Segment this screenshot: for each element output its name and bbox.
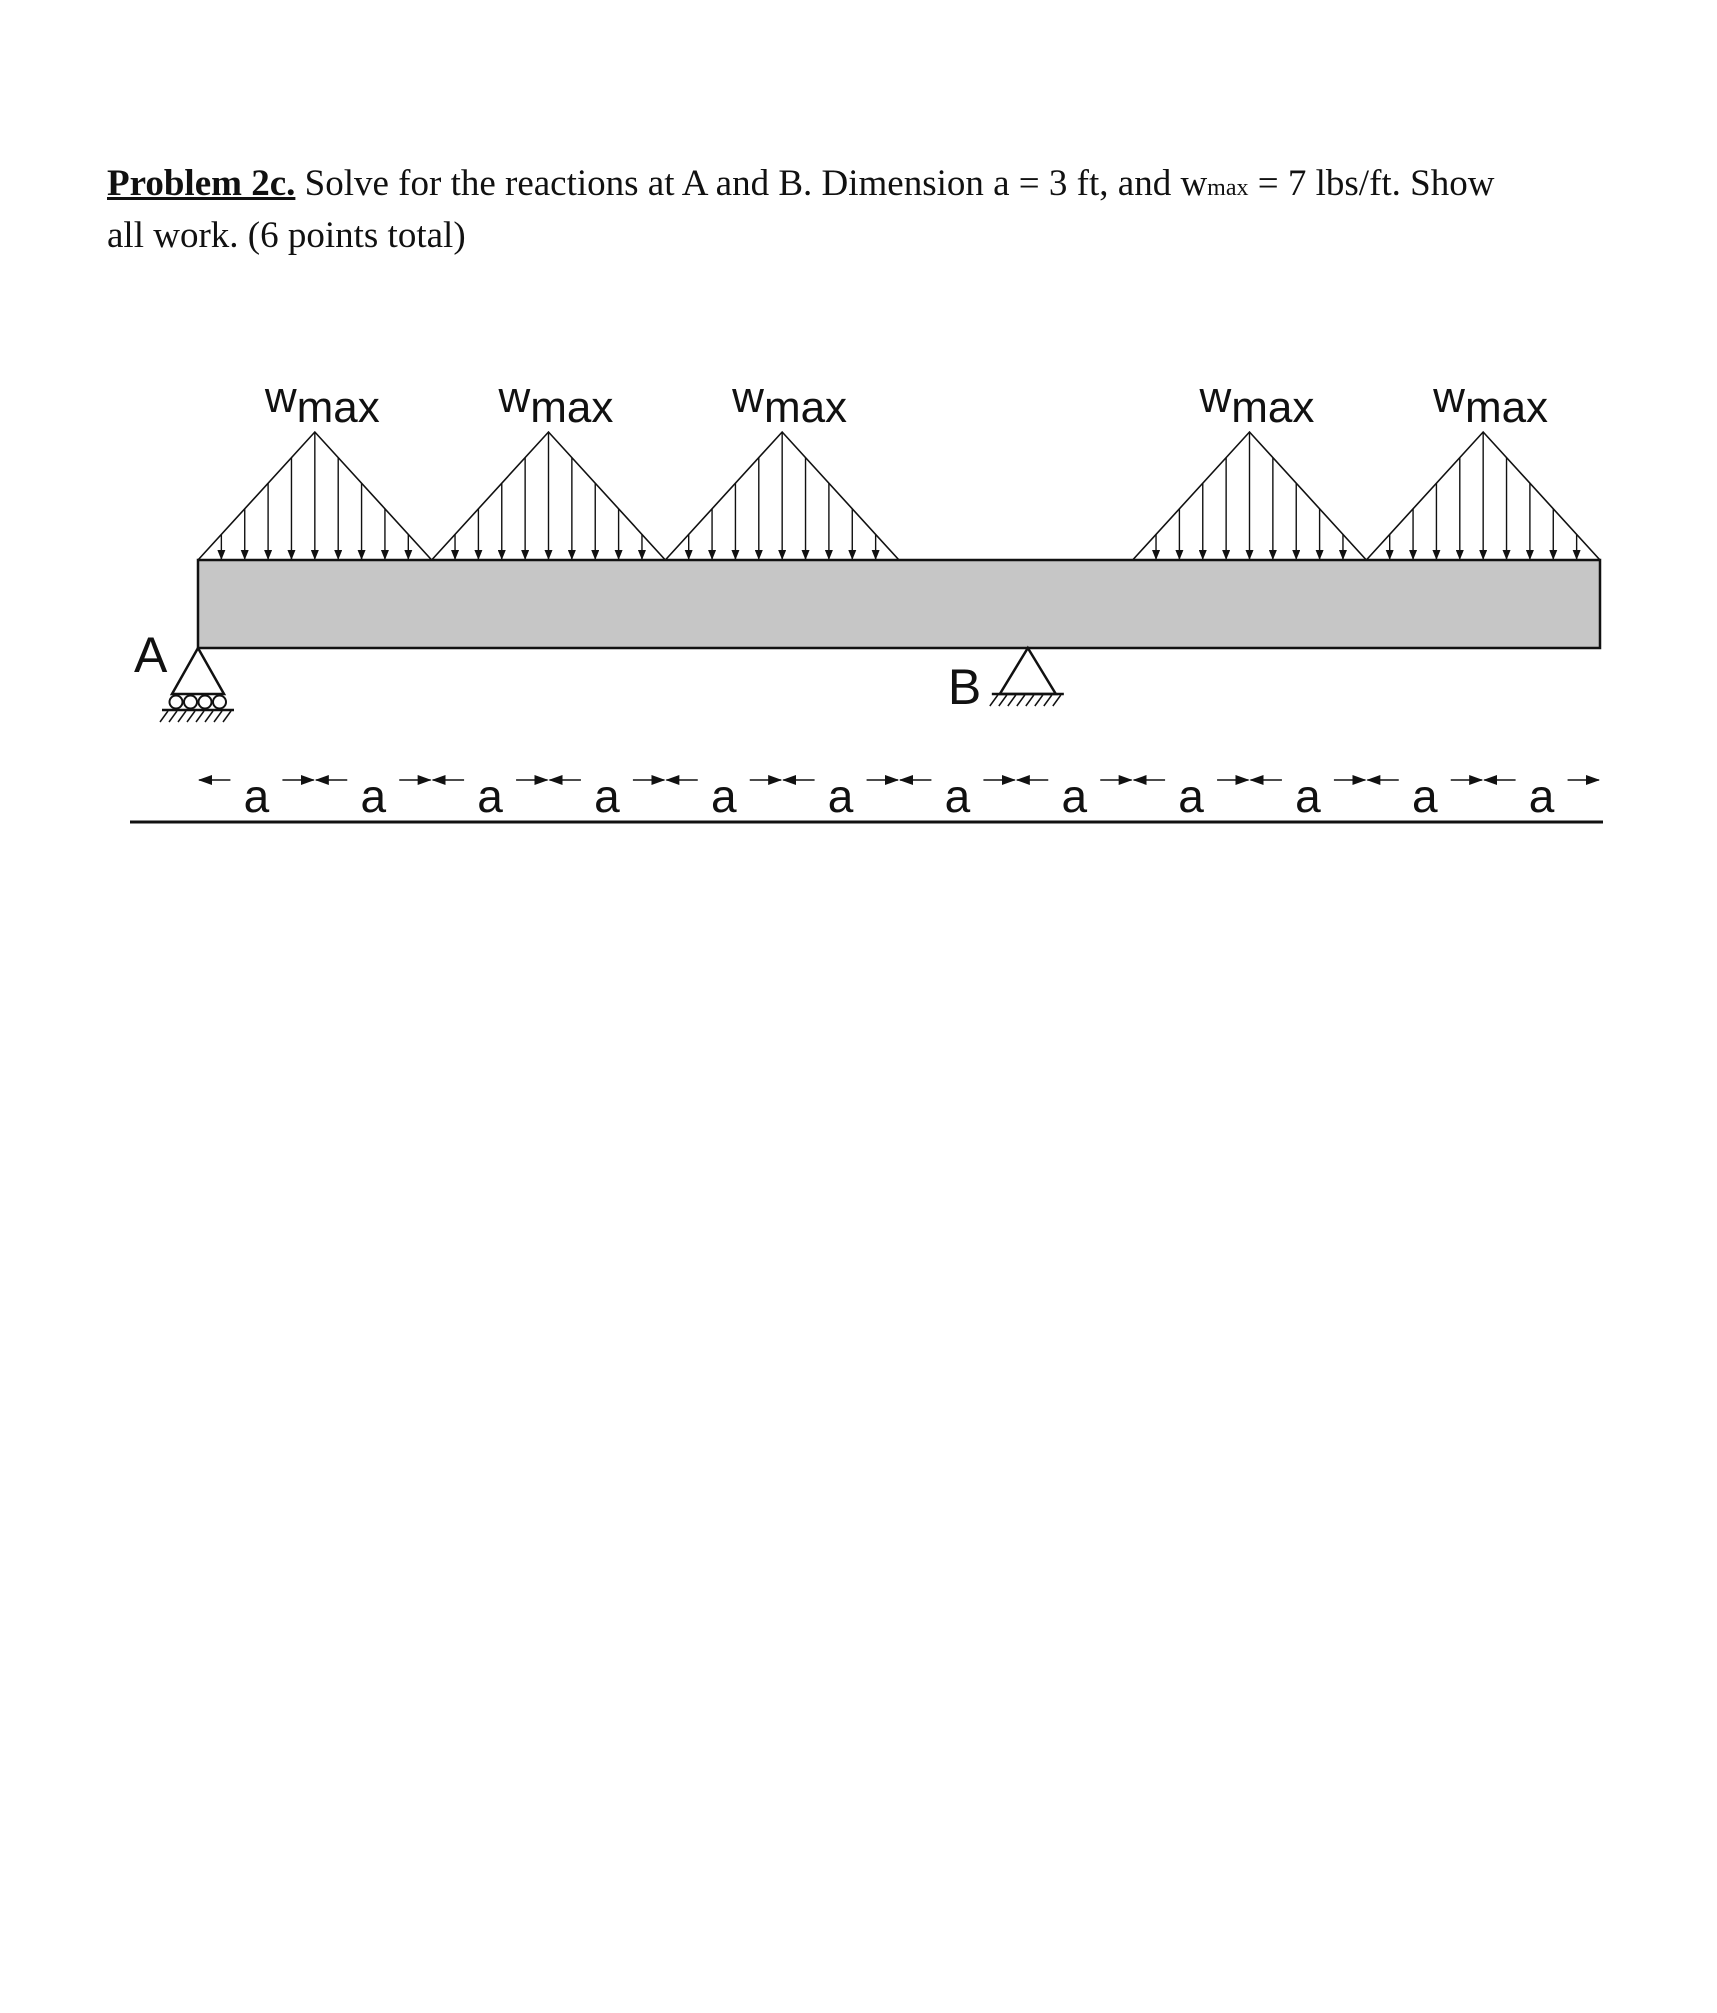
dimension-label-a: a — [827, 770, 854, 822]
roller-wheel — [184, 696, 197, 709]
ground-hatch — [1053, 695, 1061, 706]
ground-hatch — [1035, 695, 1043, 706]
ground-hatch — [990, 695, 998, 706]
ground-hatch — [160, 711, 168, 722]
beam — [198, 560, 1600, 648]
ground-hatch — [1008, 695, 1016, 706]
dimension-label-a: a — [477, 770, 503, 822]
ground-hatch — [205, 711, 213, 722]
ground-hatch — [169, 711, 177, 722]
problem-text-2: all work. (6 points total) — [107, 215, 466, 256]
dimension-segment-2 — [316, 770, 431, 822]
dimension-segment-6 — [783, 770, 898, 822]
problem-text-sub: max — [1207, 175, 1249, 201]
dimension-line — [130, 770, 1603, 822]
dimension-segment-9 — [1134, 770, 1249, 822]
dimension-segment-3 — [433, 770, 548, 822]
support-b-pin — [948, 648, 1064, 715]
ground-hatch — [178, 711, 186, 722]
support-a-label: A — [134, 627, 168, 683]
dimension-label-a: a — [1411, 770, 1438, 822]
dimension-label-a: a — [944, 770, 971, 822]
roller-wheel — [213, 696, 226, 709]
support-b-label: B — [947, 659, 982, 715]
roller-wheel — [199, 696, 212, 709]
dimension-label-a: a — [1178, 770, 1204, 822]
load-label-wmax: wmax — [1433, 373, 1549, 432]
dimension-label-a: a — [1295, 770, 1321, 822]
ground-hatch — [999, 695, 1007, 706]
support-b-triangle — [1000, 648, 1056, 694]
dimension-label-a: a — [710, 770, 737, 822]
ground-hatch — [187, 711, 195, 722]
load-label-wmax: wmax — [498, 373, 614, 432]
dimension-segment-7 — [900, 770, 1015, 822]
dimension-segment-12 — [1484, 770, 1599, 822]
triangular-load-5 — [1366, 373, 1600, 560]
triangular-load-1 — [198, 373, 432, 560]
roller-wheel — [170, 696, 183, 709]
dimension-segment-1 — [199, 770, 314, 822]
dimension-segment-4 — [550, 770, 665, 822]
ground-hatch — [223, 711, 231, 722]
problem-text-1b: = 7 lbs/ft. Show — [1248, 163, 1495, 204]
ground-hatch — [196, 711, 204, 722]
dimension-label-a: a — [360, 770, 387, 822]
dimension-label-a: a — [243, 770, 270, 822]
load-label-wmax: wmax — [264, 373, 380, 432]
triangular-load-2 — [432, 373, 666, 560]
ground-hatch — [1026, 695, 1034, 706]
distributed-loads — [198, 373, 1600, 560]
dimension-segment-10 — [1251, 770, 1366, 822]
load-label-wmax: wmax — [1199, 373, 1315, 432]
support-a-triangle — [172, 648, 224, 694]
problem-text-1a: Solve for the reactions at A and B. Dimension a = 3 ft, and w — [295, 163, 1208, 204]
load-label-wmax: wmax — [732, 373, 848, 432]
dimension-label-a: a — [1528, 770, 1555, 822]
dimension-segment-5 — [666, 770, 781, 822]
dimension-segment-8 — [1017, 770, 1132, 822]
triangular-load-3 — [665, 373, 899, 560]
ground-hatch — [1044, 695, 1052, 706]
dimension-label-a: a — [594, 770, 620, 822]
dimension-segment-11 — [1367, 770, 1482, 822]
ground-hatch — [214, 711, 222, 722]
problem-heading: Problem 2c. — [107, 163, 296, 204]
triangular-load-4 — [1133, 373, 1367, 560]
dimension-label-a: a — [1061, 770, 1088, 822]
ground-hatch — [1017, 695, 1025, 706]
